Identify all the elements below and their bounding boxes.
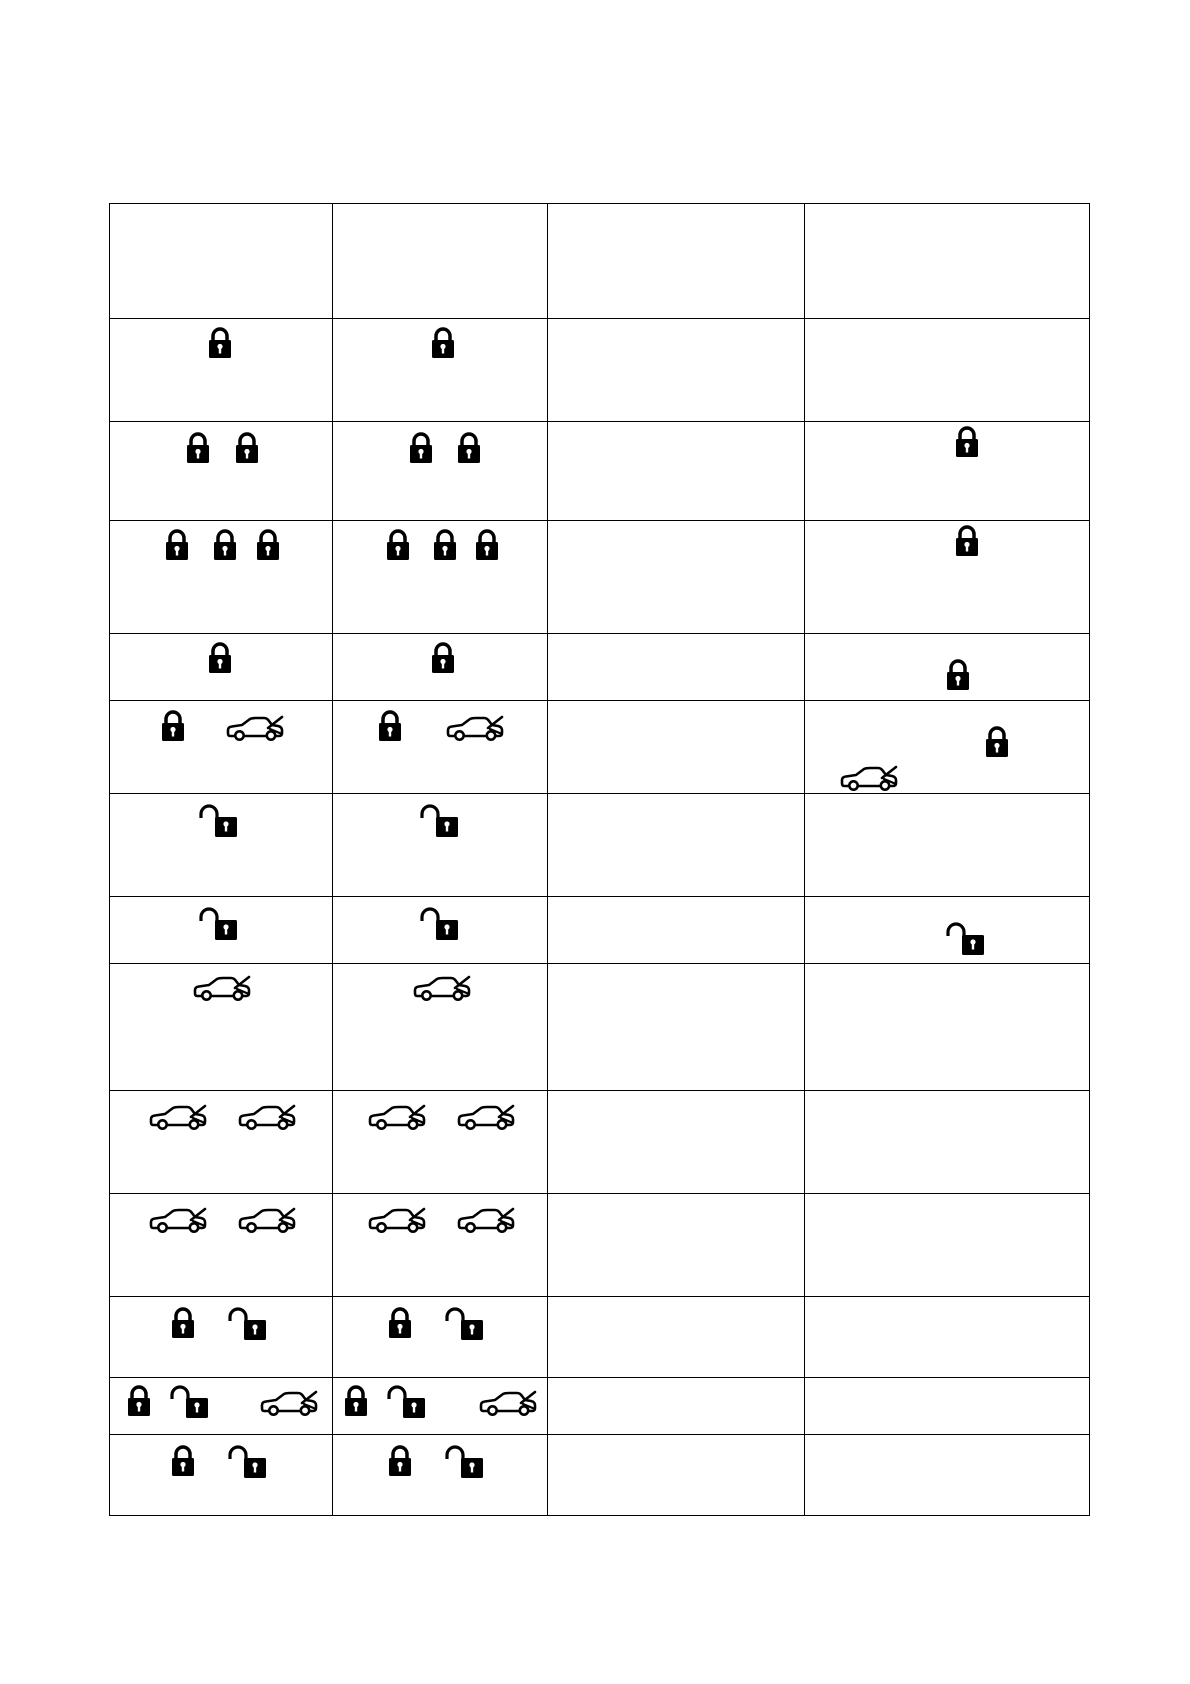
lock-icon-graphic <box>985 726 1009 758</box>
cell-content <box>333 1435 547 1515</box>
car-icon-graphic <box>226 715 284 743</box>
table-cell <box>805 897 1090 964</box>
lock-icon <box>344 1385 368 1417</box>
table-cell <box>110 422 333 521</box>
cell-content <box>333 1378 547 1434</box>
car-icon <box>413 975 471 1003</box>
table-cell <box>805 701 1090 794</box>
table-cell <box>805 521 1090 634</box>
table-row <box>110 701 1090 794</box>
lock-icon-graphic <box>171 1307 195 1339</box>
table-cell <box>110 634 333 701</box>
lock-icon <box>475 529 499 561</box>
lock-icon <box>171 1307 195 1339</box>
cell-content <box>548 1091 804 1193</box>
cell-content <box>548 964 804 1090</box>
table-cell <box>548 964 805 1091</box>
table-cell <box>548 1378 805 1435</box>
cell-content <box>333 422 547 520</box>
cell-content <box>110 204 332 318</box>
lock-icon-graphic <box>256 529 280 561</box>
cell-content <box>110 1091 332 1193</box>
car-icon <box>260 1390 318 1418</box>
car-icon <box>226 715 284 743</box>
lock-icon-graphic <box>457 432 481 464</box>
lock-icon-graphic <box>378 710 402 742</box>
unlock-icon <box>445 1307 485 1341</box>
cell-content <box>548 1378 804 1434</box>
table-cell <box>805 1297 1090 1378</box>
header-cell <box>548 204 805 319</box>
unlock-icon-graphic <box>170 1385 210 1419</box>
table-cell <box>805 1435 1090 1516</box>
cell-content <box>805 1194 1089 1296</box>
car-icon-graphic <box>457 1104 515 1132</box>
lock-icon <box>386 529 410 561</box>
table-cell <box>333 634 548 701</box>
cell-content <box>333 897 547 963</box>
lock-icon <box>378 710 402 742</box>
header-cell <box>110 204 333 319</box>
table-row <box>110 422 1090 521</box>
table-cell <box>548 794 805 897</box>
cell-content <box>110 701 332 793</box>
table-cell <box>110 701 333 794</box>
unlock-icon-graphic <box>420 907 460 941</box>
lock-icon-graphic <box>208 327 232 359</box>
lock-icon-graphic <box>409 432 433 464</box>
table-cell <box>110 964 333 1091</box>
lock-icon-graphic <box>344 1385 368 1417</box>
car-icon <box>457 1104 515 1132</box>
unlock-icon <box>420 804 460 838</box>
lock-icon <box>186 432 210 464</box>
lock-icon-graphic <box>213 529 237 561</box>
table-cell <box>110 1378 333 1435</box>
car-icon <box>368 1207 426 1235</box>
lock-icon-graphic <box>388 1445 412 1477</box>
lock-icon <box>235 432 259 464</box>
table-row <box>110 897 1090 964</box>
car-icon <box>479 1390 537 1418</box>
table-cell <box>805 634 1090 701</box>
cell-content <box>548 701 804 793</box>
table-cell <box>333 422 548 521</box>
cell-content <box>805 422 1089 520</box>
icon-table-body <box>110 204 1090 1516</box>
table-cell <box>333 794 548 897</box>
table-cell <box>805 1091 1090 1194</box>
unlock-icon <box>170 1385 210 1419</box>
cell-content <box>548 897 804 963</box>
lock-icon <box>433 529 457 561</box>
unlock-icon <box>946 922 986 956</box>
unlock-icon-graphic <box>445 1307 485 1341</box>
table-cell <box>805 319 1090 422</box>
lock-icon-graphic <box>186 432 210 464</box>
lock-icon-graphic <box>475 529 499 561</box>
table-cell <box>548 319 805 422</box>
table-cell <box>548 521 805 634</box>
table-cell <box>110 1435 333 1516</box>
car-icon <box>238 1104 296 1132</box>
cell-content <box>805 1378 1089 1434</box>
lock-icon <box>431 327 455 359</box>
car-icon <box>149 1207 207 1235</box>
table-cell <box>110 794 333 897</box>
cell-content <box>805 964 1089 1090</box>
lock-icon-graphic <box>386 529 410 561</box>
cell-content <box>333 964 547 1090</box>
car-icon-graphic <box>238 1104 296 1132</box>
cell-content <box>110 1378 332 1434</box>
lock-icon-graphic <box>433 529 457 561</box>
table-cell <box>333 319 548 422</box>
lock-icon <box>955 525 979 557</box>
table-row <box>110 521 1090 634</box>
cell-content <box>548 521 804 633</box>
table-row <box>110 794 1090 897</box>
lock-icon <box>127 1385 151 1417</box>
cell-content <box>333 1091 547 1193</box>
unlock-icon <box>199 907 239 941</box>
header-row <box>110 204 1090 319</box>
cell-content <box>805 701 1089 793</box>
table-row <box>110 1378 1090 1435</box>
lock-icon <box>213 529 237 561</box>
cell-content <box>110 964 332 1090</box>
cell-content <box>805 1091 1089 1193</box>
lock-icon-graphic <box>955 525 979 557</box>
car-icon <box>840 765 898 793</box>
lock-icon <box>388 1307 412 1339</box>
lock-icon-graphic <box>165 529 189 561</box>
unlock-icon-graphic <box>228 1307 268 1341</box>
lock-icon-graphic <box>946 659 970 691</box>
lock-icon <box>208 327 232 359</box>
table-cell <box>805 1194 1090 1297</box>
table-cell <box>548 1435 805 1516</box>
lock-icon <box>457 432 481 464</box>
header-cell <box>333 204 548 319</box>
cell-content <box>333 794 547 896</box>
table-cell <box>548 897 805 964</box>
cell-content <box>548 1435 804 1515</box>
car-icon-graphic <box>260 1390 318 1418</box>
table-cell <box>805 1378 1090 1435</box>
cell-content <box>805 794 1089 896</box>
lock-icon-graphic <box>235 432 259 464</box>
cell-content <box>548 422 804 520</box>
unlock-icon-graphic <box>387 1385 427 1419</box>
lock-icon <box>161 710 185 742</box>
cell-content <box>333 634 547 700</box>
lock-icon <box>256 529 280 561</box>
lock-icon <box>171 1445 195 1477</box>
lock-icon <box>946 659 970 691</box>
table-cell <box>110 1297 333 1378</box>
car-icon-graphic <box>368 1104 426 1132</box>
table-row <box>110 1297 1090 1378</box>
lock-icon-graphic <box>955 426 979 458</box>
cell-content <box>333 1297 547 1377</box>
table-cell <box>333 701 548 794</box>
table-cell <box>548 1297 805 1378</box>
unlock-icon-graphic <box>228 1445 268 1479</box>
table-cell <box>110 897 333 964</box>
table-cell <box>333 1435 548 1516</box>
table-cell <box>110 1091 333 1194</box>
table-cell <box>333 1194 548 1297</box>
lock-icon-graphic <box>431 327 455 359</box>
car-icon <box>446 715 504 743</box>
table-row <box>110 319 1090 422</box>
table-row <box>110 1091 1090 1194</box>
car-icon <box>149 1104 207 1132</box>
car-icon-graphic <box>193 975 251 1003</box>
unlock-icon <box>199 804 239 838</box>
car-icon-graphic <box>149 1104 207 1132</box>
cell-content <box>548 204 804 318</box>
cell-content <box>110 1297 332 1377</box>
unlock-icon <box>387 1385 427 1419</box>
car-icon-graphic <box>368 1207 426 1235</box>
cell-content <box>333 319 547 421</box>
table-cell <box>110 521 333 634</box>
table-cell <box>548 1194 805 1297</box>
table-cell <box>333 521 548 634</box>
table-cell <box>110 319 333 422</box>
cell-content <box>110 897 332 963</box>
unlock-icon-graphic <box>445 1445 485 1479</box>
cell-content <box>805 897 1089 963</box>
car-icon-graphic <box>446 715 504 743</box>
car-icon <box>457 1207 515 1235</box>
lock-icon <box>409 432 433 464</box>
unlock-icon-graphic <box>946 922 986 956</box>
table-cell <box>548 634 805 701</box>
unlock-icon <box>420 907 460 941</box>
lock-icon <box>431 642 455 674</box>
cell-content <box>805 204 1089 318</box>
unlock-icon-graphic <box>420 804 460 838</box>
cell-content <box>548 634 804 700</box>
cell-content <box>548 1194 804 1296</box>
car-icon-graphic <box>149 1207 207 1235</box>
header-cell <box>805 204 1090 319</box>
cell-content <box>805 319 1089 421</box>
unlock-icon <box>228 1307 268 1341</box>
unlock-icon-graphic <box>199 907 239 941</box>
table-row <box>110 634 1090 701</box>
cell-content <box>333 701 547 793</box>
lock-icon-graphic <box>208 642 232 674</box>
cell-content <box>110 521 332 633</box>
unlock-icon <box>445 1445 485 1479</box>
table-cell <box>548 701 805 794</box>
table-cell <box>333 897 548 964</box>
table-row <box>110 964 1090 1091</box>
table-cell <box>548 422 805 521</box>
car-icon-graphic <box>479 1390 537 1418</box>
car-icon <box>193 975 251 1003</box>
cell-content <box>110 422 332 520</box>
lock-icon <box>955 426 979 458</box>
cell-content <box>548 319 804 421</box>
cell-content <box>548 794 804 896</box>
table-cell <box>333 1378 548 1435</box>
car-icon-graphic <box>457 1207 515 1235</box>
unlock-icon-graphic <box>199 804 239 838</box>
table-row <box>110 1194 1090 1297</box>
cell-content <box>805 521 1089 633</box>
table-cell <box>333 1091 548 1194</box>
table-cell <box>333 964 548 1091</box>
table-cell <box>110 1194 333 1297</box>
cell-content <box>805 1435 1089 1515</box>
cell-content <box>548 1297 804 1377</box>
lock-icon <box>985 726 1009 758</box>
cell-content <box>110 634 332 700</box>
table-cell <box>548 1091 805 1194</box>
car-icon-graphic <box>238 1207 296 1235</box>
cell-content <box>805 1297 1089 1377</box>
lock-icon-graphic <box>161 710 185 742</box>
cell-content <box>333 1194 547 1296</box>
cell-content <box>805 634 1089 700</box>
car-icon <box>368 1104 426 1132</box>
cell-content <box>333 204 547 318</box>
cell-content <box>110 794 332 896</box>
table-cell <box>805 964 1090 1091</box>
cell-content <box>110 1435 332 1515</box>
cell-content <box>110 1194 332 1296</box>
lock-icon-graphic <box>431 642 455 674</box>
table-cell <box>805 422 1090 521</box>
icon-table <box>109 203 1090 1516</box>
car-icon <box>238 1207 296 1235</box>
lock-icon-graphic <box>388 1307 412 1339</box>
table-cell <box>333 1297 548 1378</box>
lock-icon <box>208 642 232 674</box>
cell-content <box>110 319 332 421</box>
car-icon-graphic <box>413 975 471 1003</box>
lock-icon-graphic <box>127 1385 151 1417</box>
car-icon-graphic <box>840 765 898 793</box>
lock-icon-graphic <box>171 1445 195 1477</box>
table-cell <box>805 794 1090 897</box>
table-row <box>110 1435 1090 1516</box>
cell-content <box>333 521 547 633</box>
lock-icon <box>388 1445 412 1477</box>
unlock-icon <box>228 1445 268 1479</box>
lock-icon <box>165 529 189 561</box>
